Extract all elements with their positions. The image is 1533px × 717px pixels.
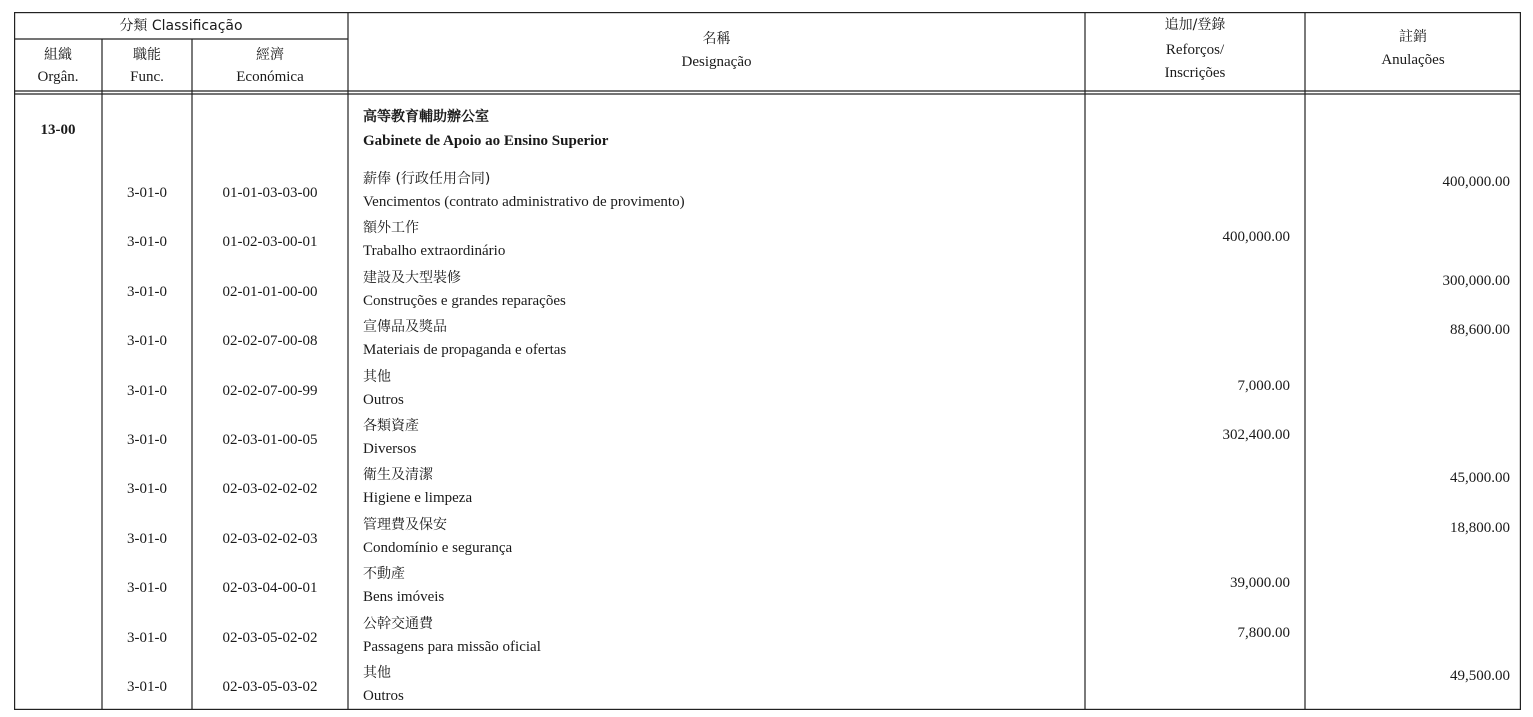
cell-reforcos: 39,000.00 bbox=[1230, 575, 1290, 592]
cell-designation-pt: Higiene e limpeza bbox=[363, 490, 473, 507]
cell-designation-zh: 不動產 bbox=[363, 566, 405, 583]
cell-econ: 02-03-02-02-03 bbox=[222, 530, 318, 547]
cell-reforcos: 400,000.00 bbox=[1222, 229, 1290, 246]
cell-func: 3-01-0 bbox=[127, 432, 167, 448]
cell-designation-pt: Vencimentos (contrato administrativo de provimento) bbox=[363, 194, 685, 210]
section-organ-code: 13-00 bbox=[40, 122, 76, 138]
cell-designation-zh: 衛生及清潔 bbox=[363, 467, 433, 484]
cell-func: 3-01-0 bbox=[127, 679, 167, 695]
cell-econ: 02-03-02-02-02 bbox=[222, 481, 318, 498]
cell-econ: 02-03-01-00-05 bbox=[222, 432, 318, 448]
cell-econ: 02-03-05-02-02 bbox=[222, 629, 318, 646]
section-name-zh: 高等教育輔助辦公室 bbox=[363, 109, 489, 125]
cell-anulacoes: 300,000.00 bbox=[1442, 272, 1510, 289]
header-designation-pt: Designação bbox=[681, 54, 752, 70]
cell-func: 3-01-0 bbox=[127, 629, 167, 646]
header-func-zh: 職能 bbox=[133, 47, 161, 63]
header-reforcos-pt1: Reforços/ bbox=[1165, 42, 1225, 58]
cell-func: 3-01-0 bbox=[127, 580, 167, 597]
cell-econ: 02-02-07-00-99 bbox=[222, 382, 318, 399]
header-func-pt: Func. bbox=[130, 69, 164, 85]
cell-designation-pt: Condomínio e segurança bbox=[363, 539, 513, 556]
cell-designation-pt: Construções e grandes reparações bbox=[363, 292, 566, 309]
header-econ-zh: 經濟 bbox=[256, 47, 284, 63]
cell-reforcos: 302,400.00 bbox=[1222, 427, 1290, 443]
header-designation-zh: 名稱 bbox=[702, 31, 731, 47]
table-border bbox=[15, 13, 1521, 710]
cell-anulacoes: 45,000.00 bbox=[1450, 470, 1510, 487]
cell-anulacoes: 18,800.00 bbox=[1450, 519, 1510, 536]
cell-designation-zh: 建設及大型裝修 bbox=[363, 269, 461, 286]
cell-func: 3-01-0 bbox=[127, 185, 167, 201]
cell-econ: 01-02-03-00-01 bbox=[222, 234, 318, 251]
cell-econ: 02-03-04-00-01 bbox=[222, 580, 318, 597]
cell-designation-zh: 其他 bbox=[363, 368, 391, 385]
header-econ-pt: Económica bbox=[236, 69, 304, 85]
cell-econ: 01-01-03-03-00 bbox=[222, 185, 318, 201]
cell-designation-zh: 管理費及保安 bbox=[363, 516, 447, 533]
cell-reforcos: 7,000.00 bbox=[1237, 377, 1290, 394]
table-grid bbox=[14, 12, 1521, 710]
cell-func: 3-01-0 bbox=[127, 283, 167, 300]
cell-anulacoes: 49,500.00 bbox=[1450, 668, 1510, 684]
cell-designation-zh: 各類資產 bbox=[363, 418, 419, 434]
cell-designation-zh: 其他 bbox=[363, 665, 391, 681]
cell-designation-pt: Bens imóveis bbox=[363, 589, 445, 606]
cell-designation-pt: Materiais de propaganda e ofertas bbox=[363, 342, 567, 359]
cell-designation-pt: Trabalho extraordinário bbox=[363, 243, 506, 260]
cell-econ: 02-03-05-03-02 bbox=[222, 679, 318, 695]
header-classification: 分類 Classificação bbox=[119, 18, 243, 34]
cell-designation-pt: Passagens para missão oficial bbox=[363, 638, 541, 655]
header-organ-pt: Orgân. bbox=[37, 69, 79, 85]
cell-econ: 02-02-07-00-08 bbox=[222, 333, 318, 350]
cell-designation-zh: 宣傳品及獎品 bbox=[363, 319, 447, 336]
cell-func: 3-01-0 bbox=[127, 333, 167, 350]
budget-table bbox=[14, 12, 1521, 710]
cell-designation-pt: Diversos bbox=[363, 441, 417, 457]
cell-func: 3-01-0 bbox=[127, 382, 167, 399]
cell-designation-zh: 公幹交通費 bbox=[363, 615, 433, 632]
cell-anulacoes: 88,600.00 bbox=[1450, 322, 1510, 339]
header-anulacoes-zh: 註銷 bbox=[1399, 29, 1427, 45]
header-organ-zh: 組織 bbox=[44, 47, 72, 63]
header-reforcos-pt2: Inscrições bbox=[1164, 65, 1226, 81]
cell-designation-pt: Outros bbox=[363, 391, 404, 408]
cell-anulacoes: 400,000.00 bbox=[1442, 174, 1510, 190]
header-anulacoes-pt: Anulações bbox=[1381, 52, 1445, 68]
cell-designation-pt: Outros bbox=[363, 688, 404, 704]
cell-func: 3-01-0 bbox=[127, 530, 167, 547]
cell-reforcos: 7,800.00 bbox=[1237, 624, 1290, 641]
cell-designation-zh: 額外工作 bbox=[363, 220, 419, 237]
cell-designation-zh: 薪俸 (行政任用合同) bbox=[363, 171, 491, 187]
header-reforcos-zh: 追加/登錄 bbox=[1164, 17, 1226, 33]
cell-econ: 02-01-01-00-00 bbox=[222, 283, 318, 300]
section-name-pt: Gabinete de Apoio ao Ensino Superior bbox=[363, 133, 609, 149]
cell-func: 3-01-0 bbox=[127, 481, 167, 498]
cell-func: 3-01-0 bbox=[127, 234, 167, 251]
